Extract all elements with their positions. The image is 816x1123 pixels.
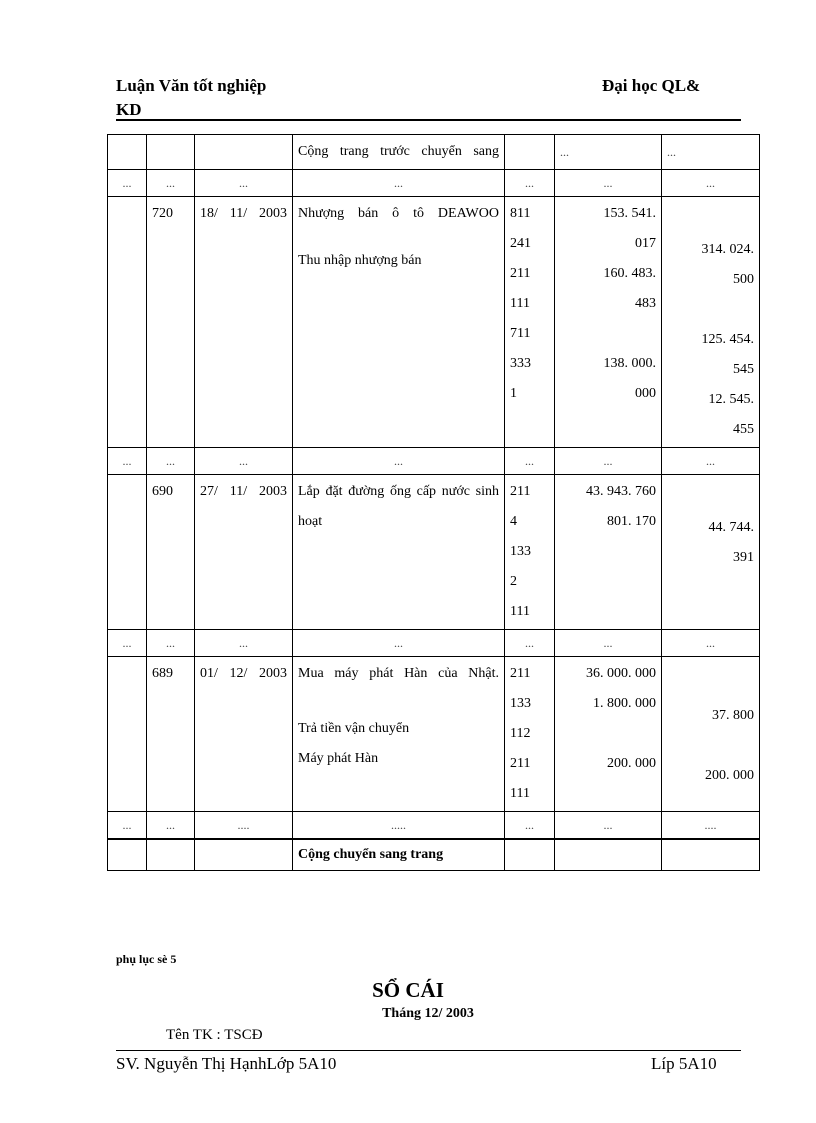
carry-in-debit: ... — [555, 135, 662, 170]
ledger-month: Tháng 12/ 2003 — [382, 1006, 474, 1021]
appendix-label: phụ lục sè 5 — [116, 952, 177, 966]
entry-description: Nhượng bán ô tô DEAWOO — [298, 206, 499, 221]
ellipsis-row: ... ... .... ..... ... ... .... — [108, 812, 760, 840]
entry-accounts: 211 4 133 2 111 — [505, 475, 555, 630]
footer-class: Líp 5A10 — [651, 1054, 717, 1073]
entry-row — [108, 475, 760, 630]
entry-description: Lắp đặt đường ống cấp nước sinh hoạt — [293, 475, 505, 630]
footer-student: SV. Nguyễn Thị HạnhLớp 5A10 — [116, 1054, 337, 1073]
entry-number: 720 — [147, 197, 195, 448]
entry-debit: 36. 000. 000 1. 800. 000 200. 000 — [555, 657, 662, 812]
entry-date: 27/ 11/ 2003 — [195, 475, 293, 630]
entry-debit: 43. 943. 760 801. 170 — [555, 475, 662, 630]
account-name: Tên TK : TSCĐ — [166, 1027, 263, 1043]
carry-in-credit: ... — [662, 135, 760, 170]
entry-number: 689 — [147, 657, 195, 812]
entry-row — [108, 657, 760, 812]
header-thesis-title: Luận Văn tốt nghiệp KD — [116, 76, 267, 119]
header-university: Đại học QL& — [602, 76, 701, 95]
ellipsis-row: ... ... ... ... ... ... ... — [108, 170, 760, 197]
entry-credit: 44. 744. 391 — [662, 475, 760, 630]
entry-date: 18/ 11/ 2003 — [195, 197, 293, 448]
carry-in-row — [108, 135, 760, 170]
entry-description-secondary: Thu nhập nhượng bán — [298, 253, 422, 268]
entry-description: Mua máy phát Hàn của Nhật. — [298, 666, 499, 681]
entry-credit: 37. 800 200. 000 — [662, 657, 760, 812]
carry-in-desc: Cộng trang trước chuyển sang — [293, 135, 505, 170]
entry-date: 01/ 12/ 2003 — [195, 657, 293, 812]
entry-debit: 153. 541. 017 160. 483. 483 138. 000. 000 — [555, 197, 662, 448]
carry-out-row — [108, 839, 760, 871]
ellipsis-row: ... ... ... ... ... ... ... — [108, 630, 760, 657]
entry-credit: 314. 024. 500 125. 454. 545 12. 545. 455 — [662, 197, 760, 448]
entry-description-secondary: Trả tiền vận chuyển Máy phát Hàn — [298, 721, 410, 766]
entry-number: 690 — [147, 475, 195, 630]
carry-out-desc: Cộng chuyển sang trang — [293, 839, 505, 871]
header-rule — [116, 119, 741, 121]
ellipsis-row: ... ... ... ... ... ... ... — [108, 448, 760, 475]
entry-accounts: 811 241 211 111 711 333 1 — [505, 197, 555, 448]
footer-rule — [116, 1050, 741, 1051]
entry-accounts: 211 133 112 211 111 — [505, 657, 555, 812]
ledger-title: SỔ CÁI — [372, 978, 444, 1002]
ledger-table — [107, 134, 760, 871]
entry-row — [108, 197, 760, 448]
